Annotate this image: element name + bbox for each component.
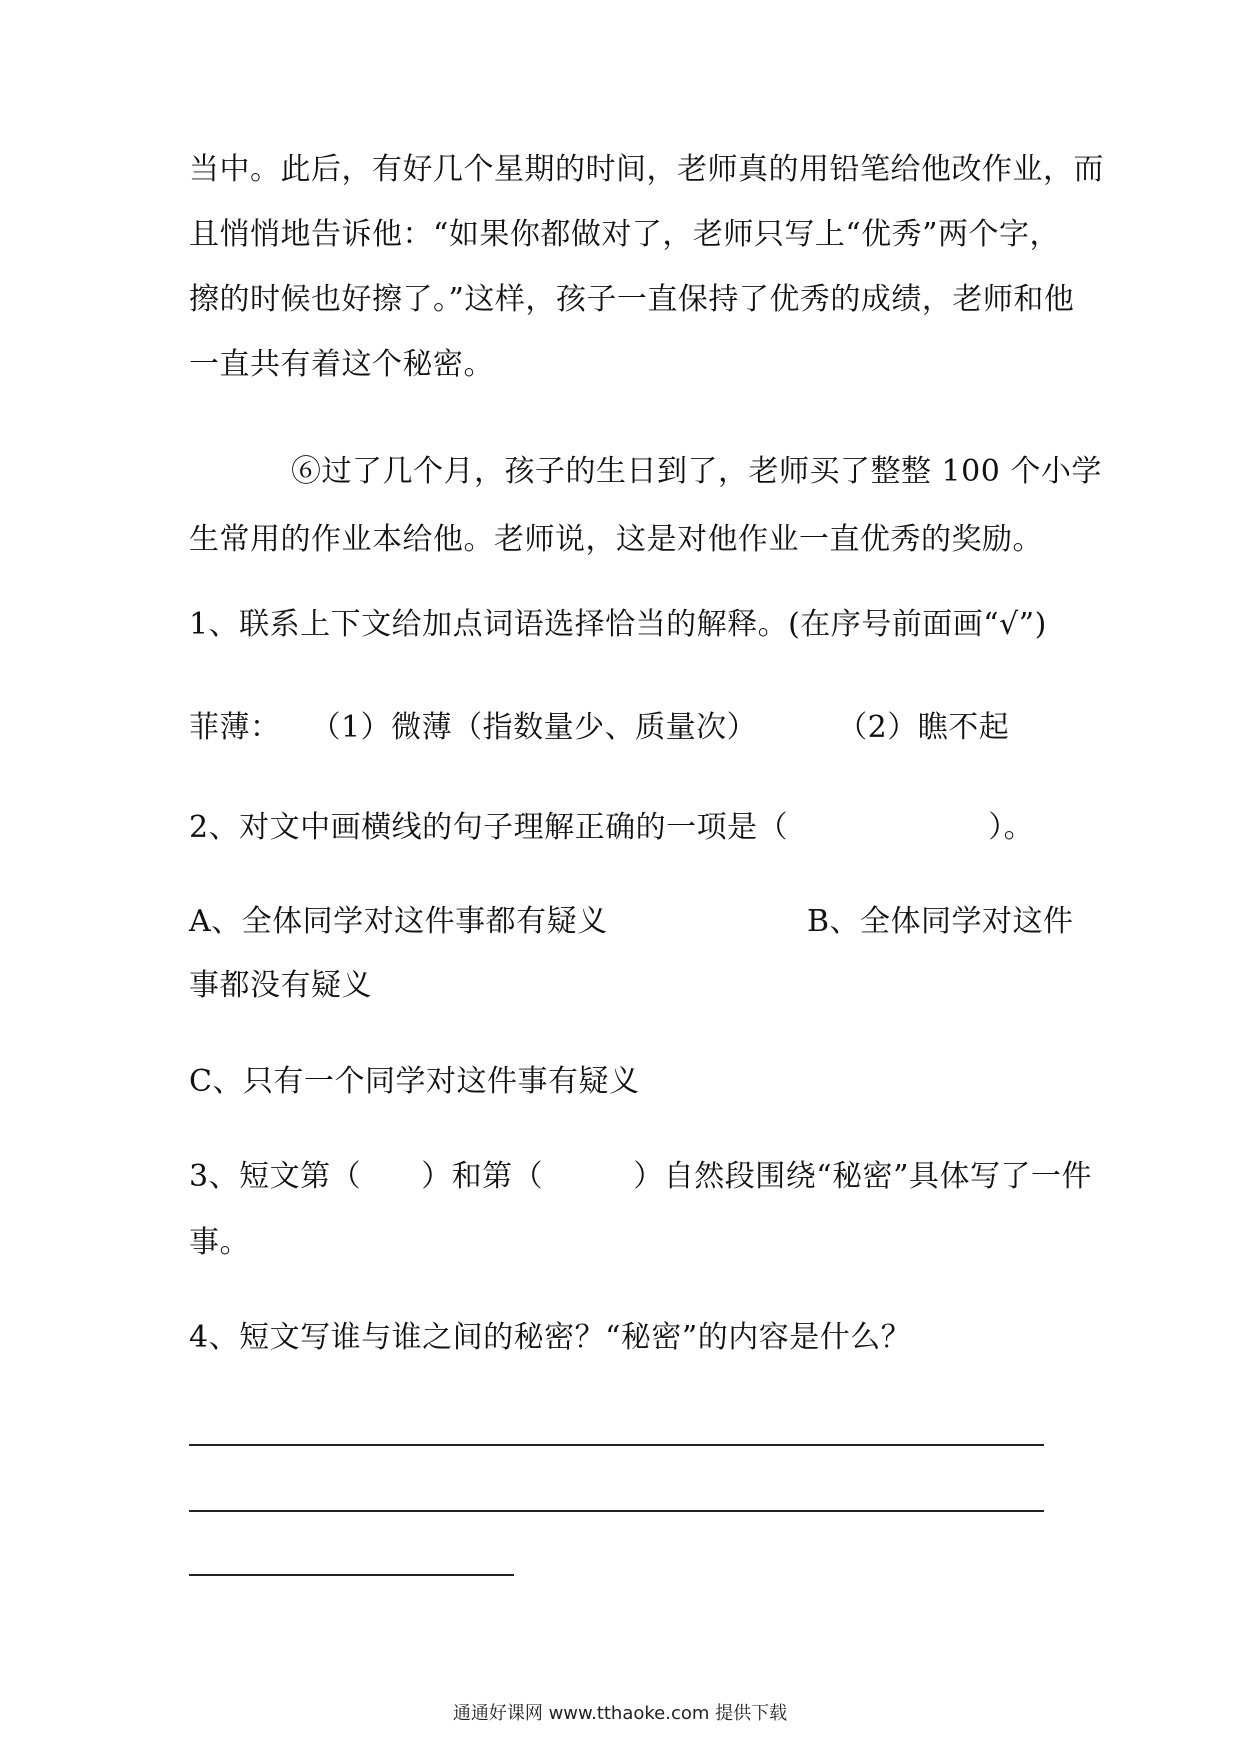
question-2-prompt-end: ）。 [988,810,1035,845]
question-3-part-1: 3、短文第（ [189,1159,362,1194]
question-2-option-a: A、全体同学对这件事都有疑义 [189,904,608,939]
passage-line: 生常用的作业本给他。老师说，这是对他作业一直优秀的奖励。 [189,522,1043,557]
question-2-prompt-start: 2、对文中画横线的句子理解正确的一项是（ [189,810,789,845]
passage-line: ⑥过了几个月，孩子的生日到了，老师买了整整 100 个小学 [291,454,1102,489]
passage-line: 当中。此后，有好几个星期的时间，老师真的用铅笔给他改作业，而 [189,152,1104,187]
passage-line: 且悄悄地告诉他：“如果你都做对了，老师只写上“优秀”两个字， [189,217,1061,252]
question-3-part-3: ）自然段围绕“秘密”具体写了一件 [633,1159,1092,1194]
page-footer: 通通好课网 www.tthaoke.com 提供下载 [452,1703,788,1724]
question-3-continued: 事。 [189,1225,250,1260]
answer-line [189,1574,514,1576]
question-1-options [189,708,1069,748]
question-2-option-b-continued: 事都没有疑义 [189,968,372,1003]
question-2-option-c: C、只有一个同学对这件事有疑义 [189,1064,640,1099]
question-3-part-2: ）和第（ [421,1159,544,1194]
question-1-option-1: （1）微薄（指数量少、质量次） [310,710,758,745]
question-2-options-ab [189,902,1074,942]
question-2-prompt [189,808,1069,848]
question-4-prompt: 4、短文写谁与谁之间的秘密？“秘密”的内容是什么？ [189,1320,912,1355]
passage-line: 擦的时候也好擦了。”这样，孩子一直保持了优秀的成绩，老师和他 [189,282,1075,317]
answer-line [189,1444,1044,1446]
question-3-prompt [189,1157,1092,1197]
passage-line: 一直共有着这个秘密。 [189,347,494,382]
answer-line [189,1510,1044,1512]
question-1-prompt: 1、联系上下文给加点词语选择恰当的解释。(在序号前面画“√”) [189,607,1047,642]
question-2-option-b: B、全体同学对这件 [807,904,1074,939]
question-1-word: 菲薄： [189,710,281,745]
question-1-option-2: （2）瞧不起 [837,710,1010,745]
